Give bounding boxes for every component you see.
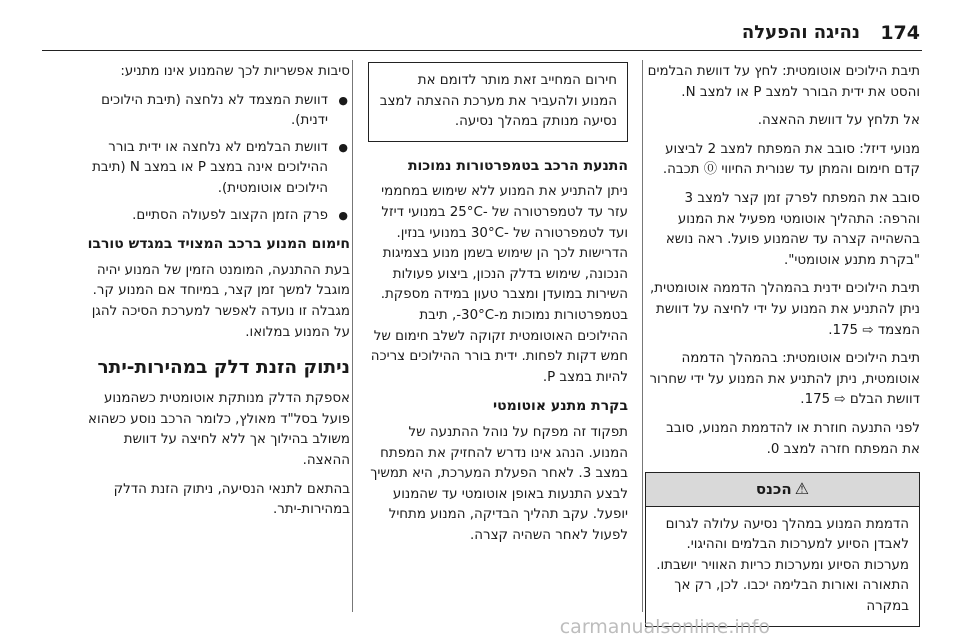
column-middle [368, 62, 628, 554]
page-number: 174 [880, 22, 920, 44]
caution-header [646, 473, 919, 507]
page-header [0, 0, 960, 52]
paragraph: סובב את המפתח לפרק זמן קצר למצב 3 והרפה: התהליך אוטומטי מפעיל את המנוע בהשהייה קצרה עד שהמנוע פועל. ראה נושא "בקרת מתנע אוטומטי". [665, 190, 920, 268]
column-left [82, 62, 350, 529]
watermark: carmanualsonline.info [559, 616, 770, 638]
reasons-list [82, 91, 350, 227]
turbo-heating-heading: חימום המנוע ברכב המצויד במגדש טורבו [87, 236, 350, 253]
list-item: ● דוושת הבלמים לא נלחצה או ידית בורר ההילוכים אינה במצב P או במצב N (תיבת הילוכים אוטומטית). [82, 138, 350, 200]
auto-starter-heading: בקרת מתנע אוטומטי [492, 398, 628, 415]
reasons-intro: סיבות אפשריות לכך שהמנוע אינו מתניע: [120, 64, 350, 79]
note-box: חירום המחייב זאת מותר לדומם את המנוע ולהעביר את מערכת ההצתה למצב נסיעה מנותק במהלך נסיעה. [368, 62, 628, 142]
fuel-cut-heading: ניתוק הזנת דלק במהירות-יתר [97, 357, 350, 379]
header-rule [42, 50, 922, 51]
auto-starter-text: תפקוד זה מפקח על נוהל ההתנעה של המנוע. הנהג אינו נדרש להחזיק את המפתח במצב 3. לאחר הפעלת המערכת, היא תמשיך לבצע התנעות באופן אוטומטי עד שהמנוע יופעל. עקב תהליך הבדיקה, המנוע מתחיל לפעול לאחר השהיה קצרה. [370, 424, 628, 543]
paragraph: תיבת הילוכים אוטומטית: בהמהלך הדממה אוטומטית, ניתן להתניע את המנוע על ידי שחרור דוושת הבלם ⇨ 175. [649, 351, 920, 408]
cold-start-heading: התנעת הרכב בטמפרטורות נמוכות [407, 157, 628, 174]
fuel-cut-text-2: בהתאם לתנאי הנסיעה, ניתוק הזנת הדלק במהירות-יתר. [113, 481, 350, 518]
column-divider [352, 60, 353, 612]
running-title: נהיגה והפעלה [741, 22, 860, 43]
cold-start-text: ניתן להתניע את המנוע ללא שימוש במחממי עזר עד לטמפרטורה של -25°C במנועי דיזל ועד לטמפרטורה של -30°C במנועי בנזין. הדרישות לכך הן שימוש בשמן מנוע בצמיגות הנכונה, שימוש בדלק הנכון, ביצוע פעולות השירות במועדן ומצבר טעון במידה מספקת. בטמפרטורות נמוכות מ-30°C-, תיבת ההילוכים האוטומטית זקוקה לשלב חימום של חמש דקות לפחות. ידית בורר ההילוכים צריכה להיות במצב P. [370, 184, 628, 385]
list-item: ● דוושת המצמד לא נלחצה (תיבת הילוכים ידנית). [82, 91, 350, 132]
paragraph: לפני התנעה חוזרת או להדממת המנוע, סובב את המפתח חזרה למצב 0. [666, 420, 920, 457]
fuel-cut-text: אספקת הדלק מנותקת אוטומטית כשהמנוע פועל בסל"ד מאולץ, כלומר הרכב נוסע כשהוא משולב בהילוך אך ללא לחיצה על דוושת ההאצה. [88, 391, 350, 468]
column-divider [642, 60, 643, 612]
warning-triangle-icon: ⚠ [794, 479, 810, 499]
column-right [645, 62, 920, 627]
caution-title: הכנס [755, 480, 792, 499]
caution-body: הדממת המנוע במהלך נסיעה עלולה לגרום לאבדן הסיוע למערכות הבלמים וההיגוי. מערכות הסיוע ומערכות כריות האוויר יושבתו. התאורה ואורות הבלימה יכבו. לכן, רק אך במקרה [656, 516, 909, 615]
paragraph: מנועי דיזל: סובב את המפתח למצב 2 לביצוע קדם חימום והמתן עד שנורית החיווי ⓪ תכבה. [662, 141, 920, 178]
paragraph: תיבת הילוכים ידנית בהמהלך הדממה אוטומטית, ניתן להתניע את המנוע על ידי לחיצה על דוושת המצמד ⇨ 175. [650, 281, 920, 338]
paragraph: אל תלחץ על דוושת ההאצה. [757, 113, 920, 129]
list-item: ● פרק הזמן הקצוב לפעולה הסתיים. [82, 206, 350, 227]
turbo-heating-text: בעת ההתנעה, המומנט הזמין של המנוע יהיה מוגבל למשך זמן קצר, במיוחד אם המנוע קר. מגבלה זו נועדה לאפשר למערכת הסיכה להגן על המנוע במלואו. [91, 262, 350, 340]
caution-box [645, 472, 920, 627]
paragraph: תיבת הילוכים אוטומטית: לחץ על דוושת הבלמים והסט את ידית הבורר למצב P או למצב N. [647, 64, 920, 100]
